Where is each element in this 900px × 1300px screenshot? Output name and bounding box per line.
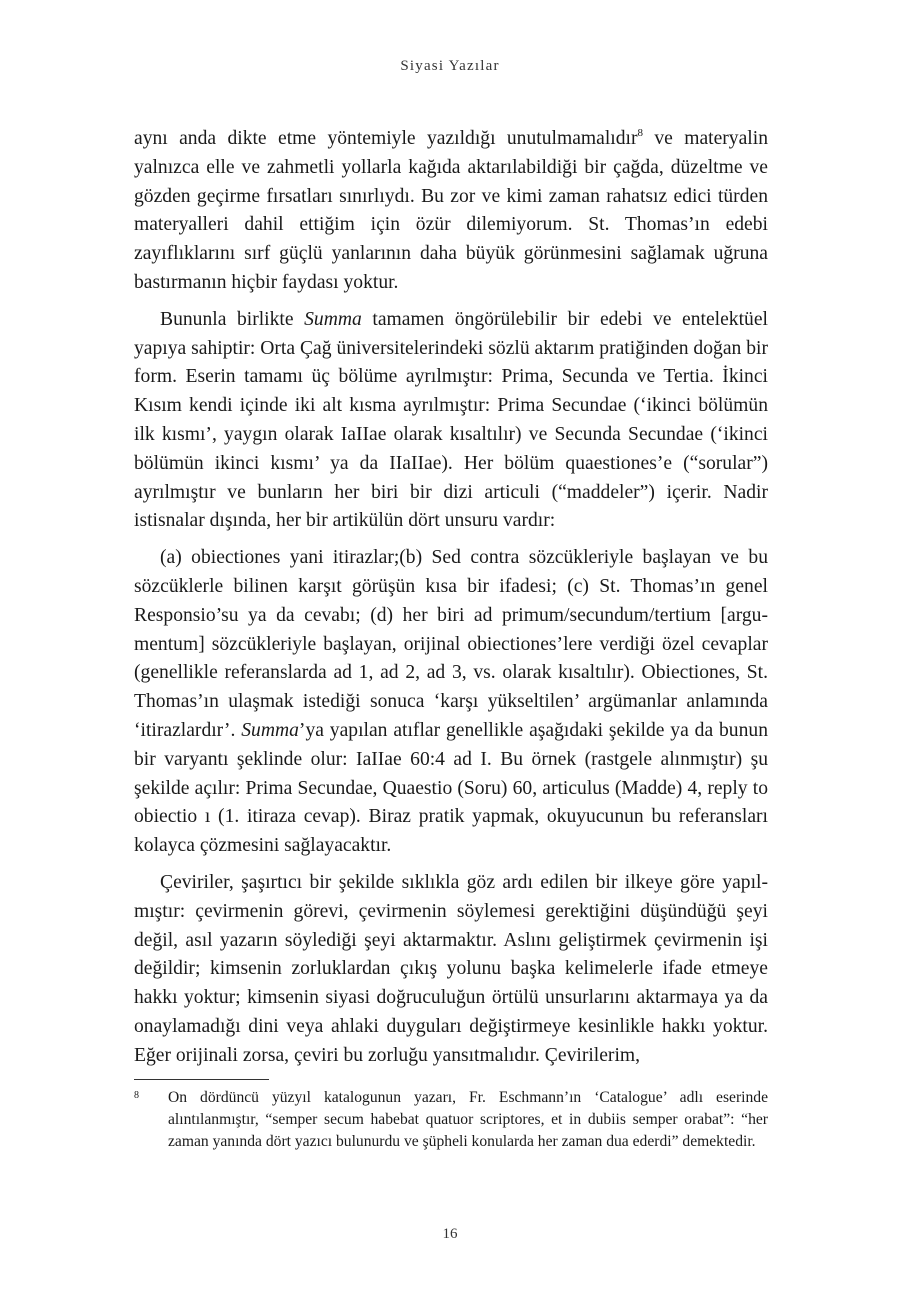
- body-text: [134, 125, 768, 1079]
- footnote-reference: 8: [637, 127, 643, 139]
- paragraph-3: [134, 544, 768, 861]
- paragraph-1-text-a: aynı anda dikte etme yöntemiyle yazıldığı unutulmamalıdır: [134, 128, 638, 149]
- paragraph-1-text-b: ve materyalin yalnızca elle ve zahmetli yollarla kağıda aktarılabildiği bir çağda, düzeltme ve gözden geçirme fırsatları sınırlıydı. Bu zor ve kimi zaman rahatsız edici türden materyalleri dahil ettiğim için özür dilemiyorum. St. Thomas’ın edebi zayıflıklarını sırf güçlü yanlarının daha büyük görünmesini sağlamak uğruna bastırmanın hiçbir faydası yoktur.: [134, 128, 768, 293]
- running-header: Siyasi Yazılar: [400, 58, 500, 74]
- paragraph-1: [134, 125, 768, 298]
- footnote: [134, 1087, 768, 1153]
- paragraph-4: Çeviriler, şaşırtıcı bir şekilde sıklıkla göz ardı edilen bir ilkeye göre yapılmıştır: çevirmenin görevi, çevirmenin söylemesi gerektiğini düşündüğü şeyi değil, asıl yazarın söylediği şeyi aktarmaktır. Aslını geliştirmek çevirmenin işi değildir; kimsenin zorluklardan çıkış yolunu başka kelimelerle ifade etmeye hakkı yoktur; kimsenin siyasi doğruculuğun örtülü unsurlarını aktarmaya ya da onaylamadığı dini veya ahlaki duyguları değiştirmeye kesinlikle hakkı yoktur. Eğer orijinali zorsa, çeviri bu zorluğu yansıtmalıdır. Çevirilerim,: [134, 871, 768, 1066]
- footnote-text: On dördüncü yüzyıl katalogunun yazarı, Fr. Eschmann’ın ‘Catalogue’ adlı eserinde alıntılanmıştır, “semper secum habebat quatuor scriptores, et in dubiis semper orabat”: “her zaman yanında dört yazıcı bulunurdu ve şüpheli konularda her zaman dua ederdi” demektedir.: [168, 1089, 768, 1150]
- footnote-divider: [134, 1079, 269, 1080]
- paragraph-3-text-a: (a) obiectiones yani itirazlar;(b) Sed contra sözcükleriyle başlayan ve bu sözcüklerle bilinen karşıt görüşün kısa bir ifadesi; (c) St. Thomas’ın genel Responsio’su ya da cevabı; (d) her biri ad primum/secundum/tertium [argumentum] sözcükleriyle başlayan, orijinal obiectiones’lere verdiği özel cevaplar (genellikle referanslarda ad 1, ad 2, ad 3, vs. olarak kısaltılır). Obiectiones, St. Thomas’ın ulaşmak istediği sonuca ‘karşı yükseltilen’ argümanlar anlamında ‘itirazlardır’.: [134, 547, 768, 741]
- paragraph-2-text-b: tamamen öngörülebilir bir edebi ve entelektüel yapıya sahiptir: Orta Çağ üniversitelerindeki sözlü aktarım pratiğinden doğan bir form. Eserin tamamı üç bölüme ayrılmıştır: Prima, Secunda ve Tertia. İkinci Kısım kendi içinde iki alt kısma ayrılmıştır: Prima Secundae (‘ikinci bölümün ilk kısmı’, yaygın olarak IaIIae olarak kısaltılır) ve Secunda Secundae (‘ikinci bölümün ikinci kısmı’ ya da IIaIIae). Her bölüm quaestiones’e (“sorular”) ayrılmıştır ve bunların her biri bir dizi articuli (“maddeler”) içerir. Nadir istisnalar dışında, her bir artikülün dört unsuru vardır:: [134, 308, 768, 532]
- paragraph-3-text-b: ’ya yapılan atıflar genellikle aşağıdaki şekilde ya da bunun bir varyantı şeklinde olur: IaIIae 60:4 ad I. Bu örnek (rastgele alınmıştır) şu şekilde açılır: Prima Secundae, Quaestio (Soru) 60, articulus (Madde) 4, reply to obiectio ı (1. itiraza cevap). Biraz pratik yapmak, okuyucunun bu referansları kolayca çözmesini sağlayacaktır.: [134, 719, 768, 857]
- page-number: 16: [442, 1226, 458, 1242]
- paragraph-2-text-a: Bununla birlikte: [160, 308, 305, 330]
- paragraph-2: [134, 306, 768, 536]
- paragraph-3-italic: Summa: [241, 719, 299, 741]
- footnote-marker: 8: [134, 1090, 139, 1101]
- paragraph-2-italic: Summa: [304, 308, 362, 330]
